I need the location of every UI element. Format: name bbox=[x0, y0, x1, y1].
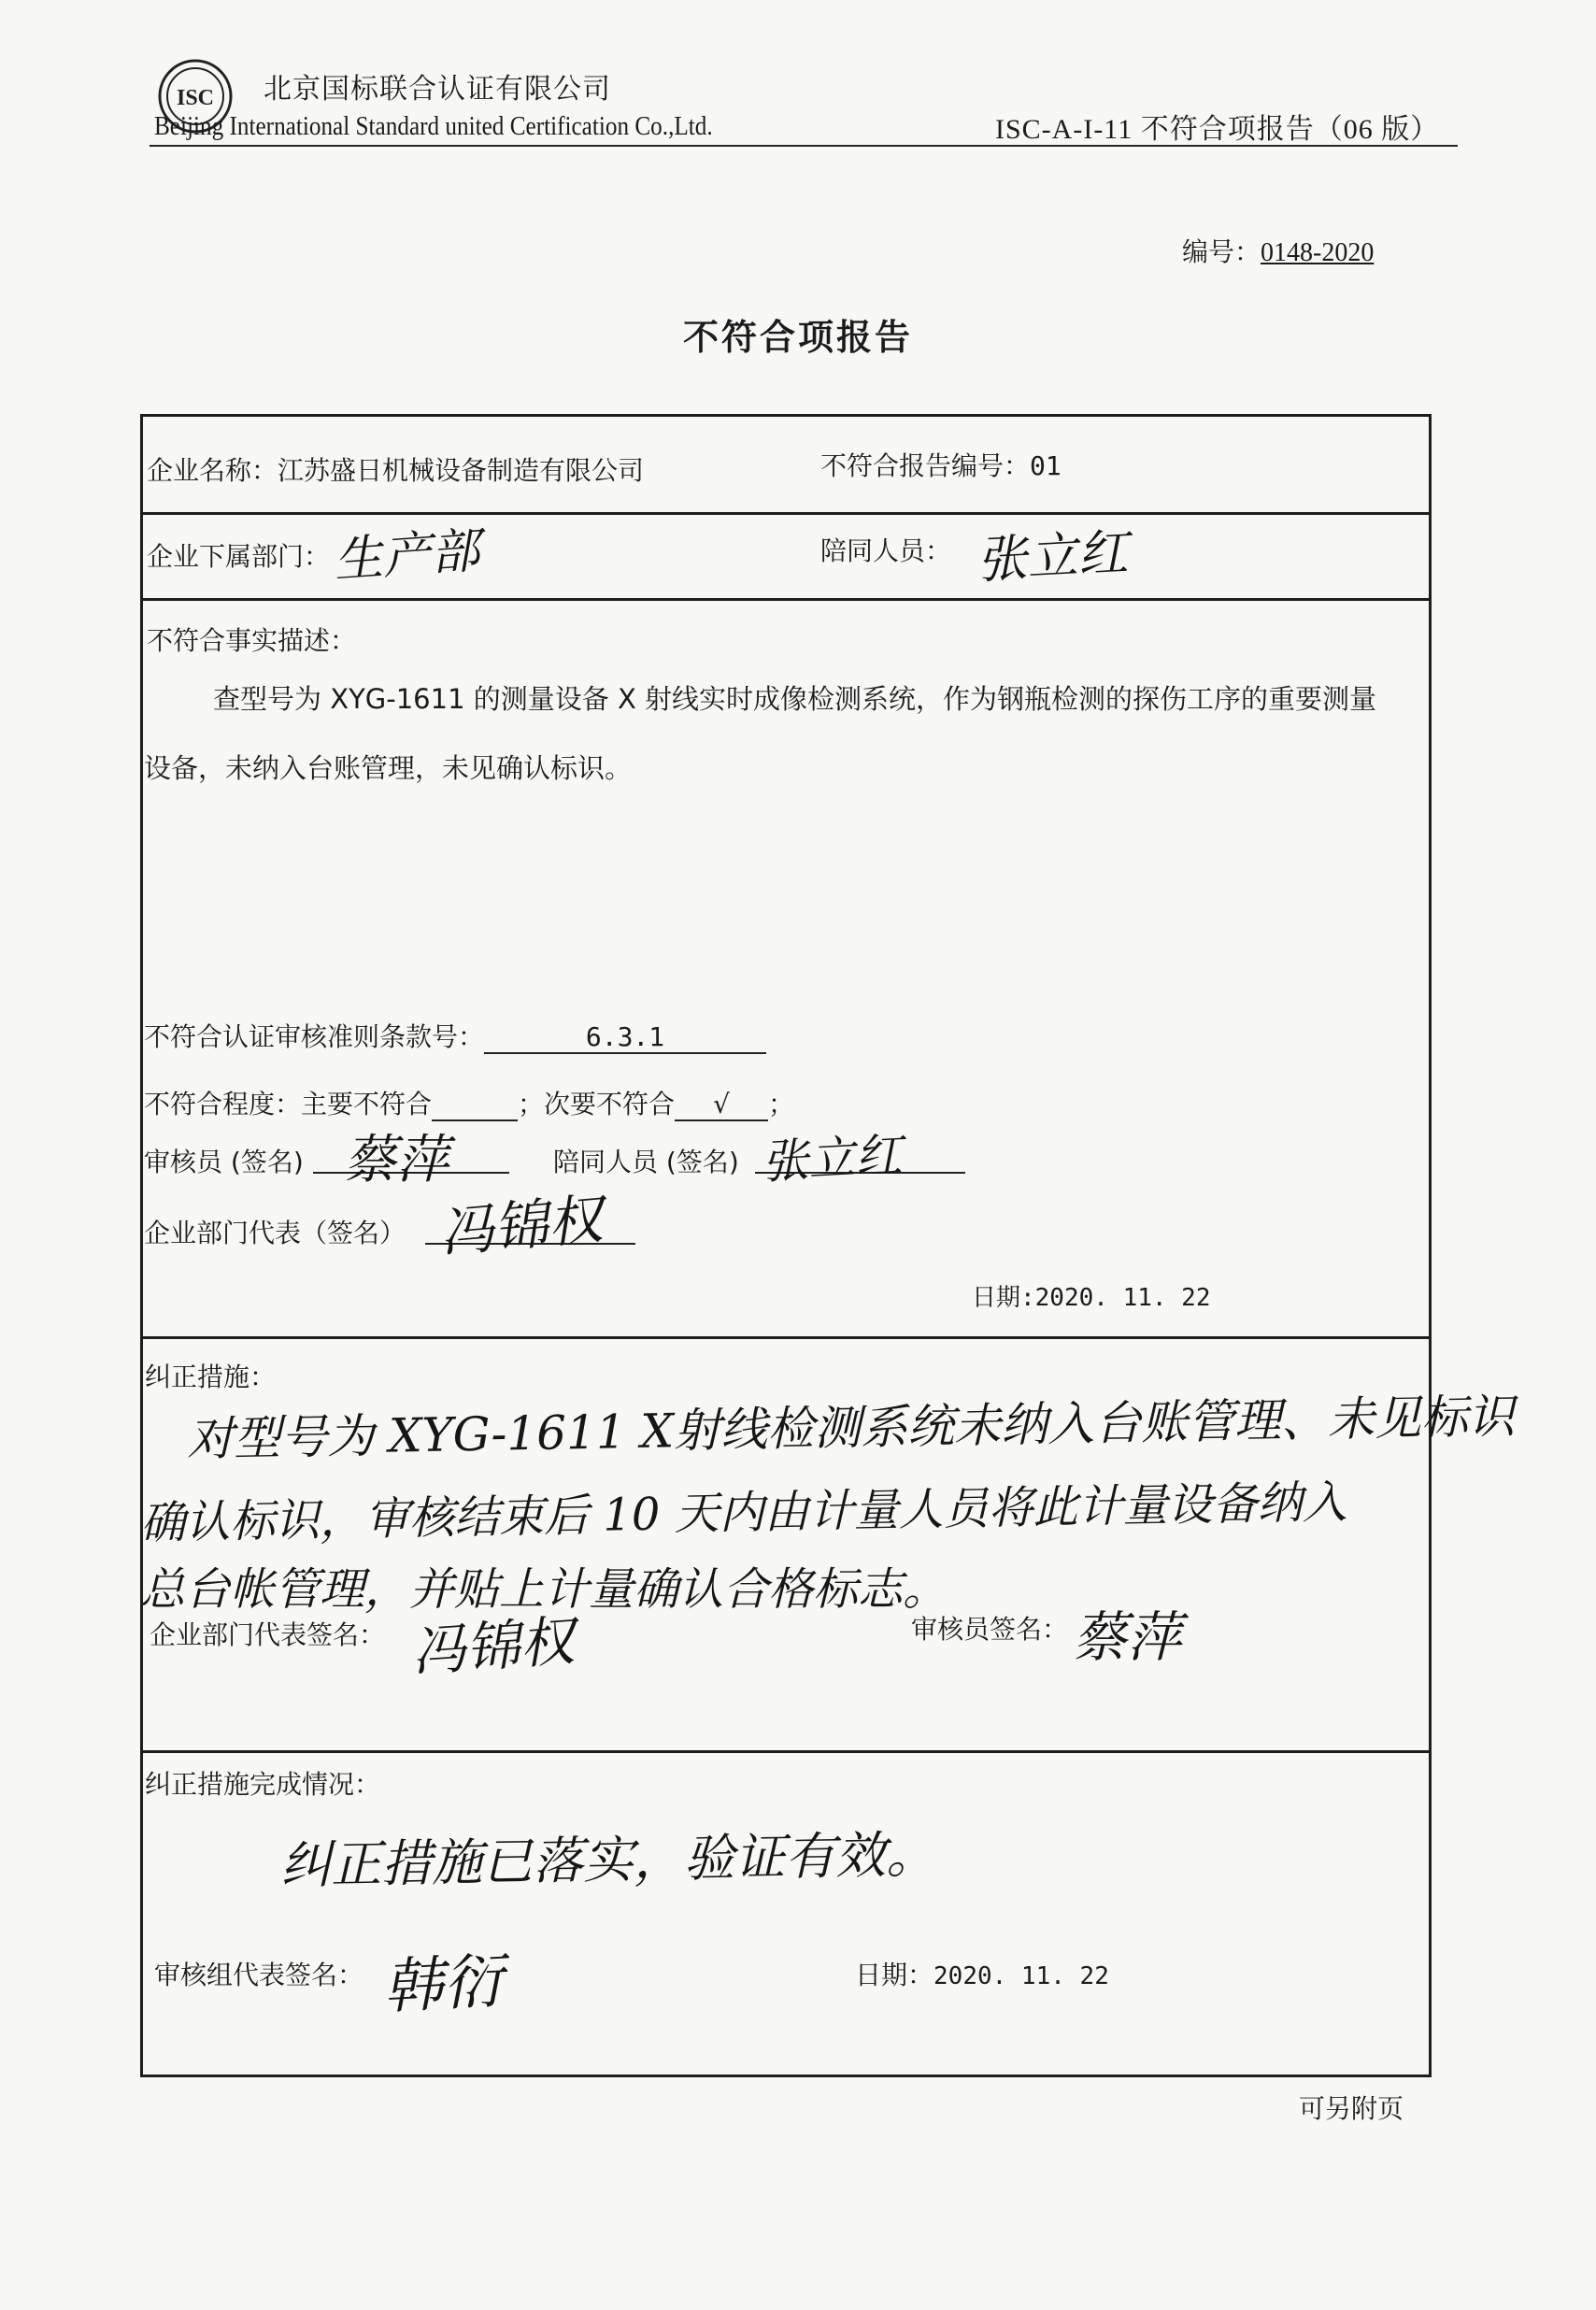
degree-minor-check: √ bbox=[675, 1089, 768, 1121]
enterprise-name-field bbox=[147, 450, 644, 488]
corrective-auditor-label: 审核员签名： bbox=[911, 1614, 1069, 1645]
enterprise-name-value: 江苏盛日机械设备制造有限公司 bbox=[278, 455, 645, 486]
accompany-sign-label: 陪同人员 (签名) bbox=[553, 1147, 739, 1177]
facts-line-1: 查型号为 XYG-1611 的测量设备 X 射线实时成像检测系统，作为钢瓶检测的探伤工序的重要测量 bbox=[213, 683, 1377, 715]
accompany-handwritten: 张立红 bbox=[975, 522, 1130, 591]
doc-number bbox=[1182, 232, 1374, 269]
department-handwritten: 生产部 bbox=[332, 522, 482, 590]
svg-text:ISC: ISC bbox=[176, 86, 215, 110]
completion-date-value: 2020. 11. 22 bbox=[933, 1962, 1109, 1990]
corrective-hw-line-2: 确认标识，审核结束后 10 天内由计量人员将此计量设备纳入 bbox=[139, 1476, 1348, 1550]
row-divider bbox=[140, 1336, 1432, 1339]
degree-end: ； bbox=[768, 1089, 795, 1119]
corrective-auditor-signature: 蔡萍 bbox=[1073, 1605, 1182, 1669]
group-rep-signature: 韩衍 bbox=[381, 1946, 506, 2023]
degree-minor-label: ；次要不符合 bbox=[518, 1089, 676, 1119]
corrective-hw-line-1: 对型号为 XYG-1611 X射线检测系统未纳入台账管理、未见标识 bbox=[186, 1389, 1516, 1467]
completion-date-field bbox=[855, 1955, 1109, 1992]
rep-sign-label: 企业部门代表（签名） bbox=[144, 1218, 406, 1248]
degree-major-blank bbox=[432, 1088, 518, 1121]
department-label: 企业下属部门： bbox=[147, 541, 331, 572]
facts-line-2: 设备，未纳入台账管理，未见确认标识。 bbox=[144, 752, 633, 784]
corrective-rep-label: 企业部门代表签名： bbox=[150, 1619, 386, 1650]
degree-field bbox=[144, 1084, 794, 1121]
report-number-label: 不符合报告编号： bbox=[820, 450, 1031, 481]
corrective-rep-signature: 冯锦权 bbox=[409, 1609, 577, 1684]
group-rep-label: 审核组代表签名： bbox=[154, 1960, 364, 1990]
completion-label: 纠正措施完成情况： bbox=[145, 1769, 381, 1800]
corrective-hw-line-3: 总台帐管理，并贴上计量确认合格标志。 bbox=[140, 1563, 948, 1616]
auditor-signature: 蔡萍 bbox=[344, 1130, 449, 1191]
accompany-signature: 张立红 bbox=[760, 1128, 904, 1190]
row-divider bbox=[140, 1750, 1432, 1753]
rep-signature: 冯锦权 bbox=[436, 1187, 606, 1265]
clause-field bbox=[144, 1017, 766, 1054]
facts-label: 不符合事实描述： bbox=[147, 625, 357, 656]
page-title: 不符合项报告 bbox=[682, 317, 913, 358]
accompany-label: 陪同人员： bbox=[820, 535, 952, 566]
clause-value: 6.3.1 bbox=[484, 1021, 766, 1054]
report-number-field bbox=[820, 446, 1062, 483]
degree-major-label: 不符合程度：主要不符合 bbox=[144, 1089, 433, 1119]
clause-label: 不符合认证审核准则条款号： bbox=[144, 1021, 485, 1052]
facts-date: 日期:2020. 11. 22 bbox=[972, 1284, 1211, 1312]
corrective-label: 纠正措施： bbox=[145, 1362, 277, 1392]
auditor-sign-label: 审核员 (签名) bbox=[144, 1147, 304, 1177]
completion-hw-text: 纠正措施已落实，验证有效。 bbox=[279, 1824, 937, 1896]
row-divider bbox=[140, 512, 1432, 515]
footer-note: 可另附页 bbox=[1299, 2093, 1404, 2124]
enterprise-name-label: 企业名称： bbox=[147, 455, 278, 486]
company-name-cn: 北京国标联合认证有限公司 bbox=[264, 73, 611, 106]
form-id: ISC-A-I-11 不符合项报告（06 版） bbox=[995, 114, 1440, 145]
header-rule bbox=[150, 145, 1458, 147]
report-number-value: 01 bbox=[1030, 450, 1062, 481]
row-divider bbox=[140, 598, 1432, 601]
completion-date-label: 日期： bbox=[855, 1960, 934, 1990]
company-name-en: Beijing International Standard united Certification Co.,Ltd. bbox=[154, 112, 713, 141]
doc-number-value: 0148-2020 bbox=[1261, 238, 1375, 267]
doc-number-label: 编号： bbox=[1182, 236, 1261, 267]
